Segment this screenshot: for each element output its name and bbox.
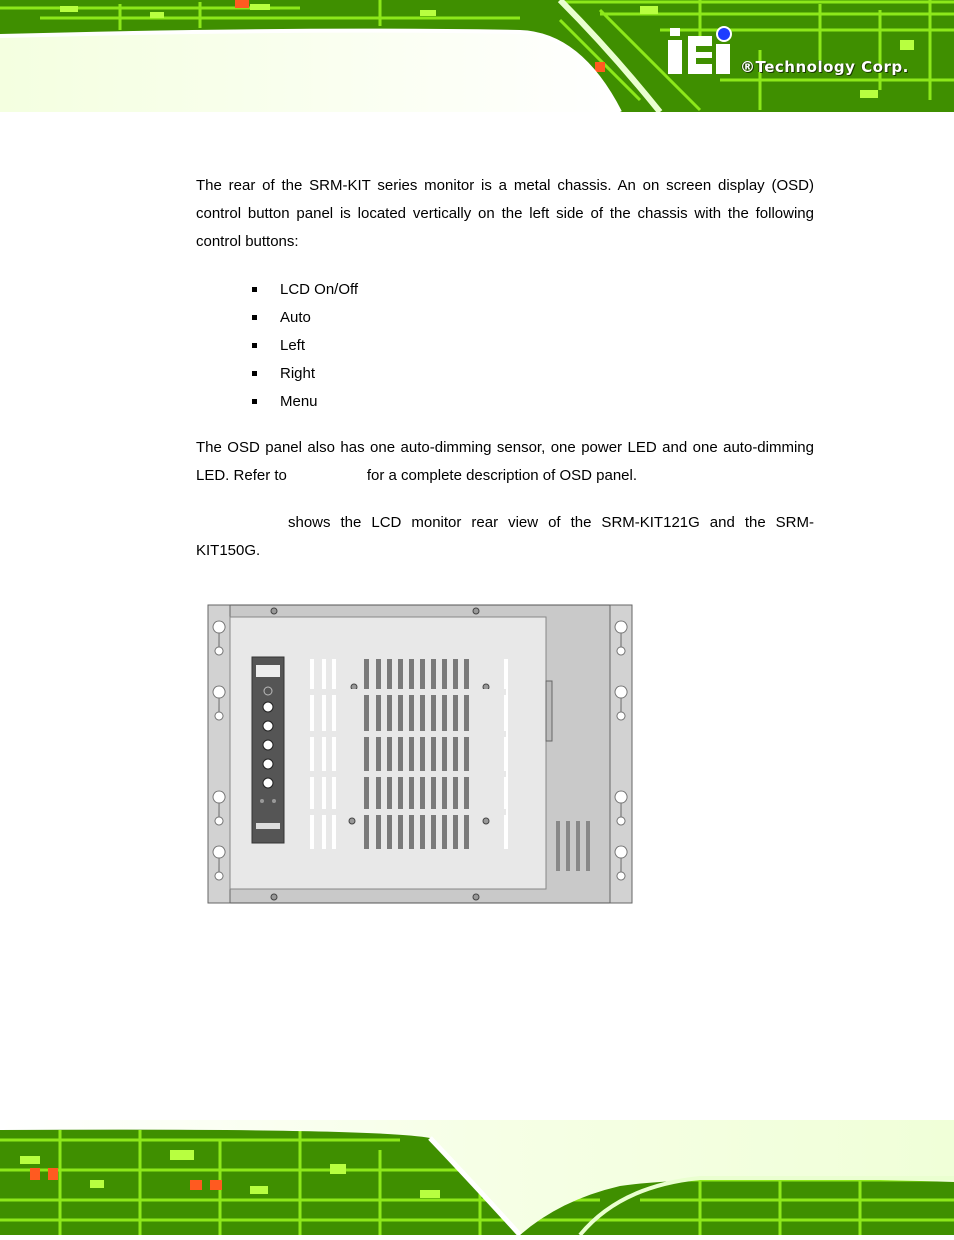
bullet-icon — [252, 399, 257, 404]
osd-paragraph-part1: The OSD panel also has one auto-dimming sensor, one power LED and one auto-dimming LED. Refer to — [196, 439, 814, 484]
rear-view-text: shows the LCD monitor rear view of the SRM-KIT121G and the SRM-KIT150G. — [196, 514, 814, 559]
chassis-drawing — [206, 603, 634, 907]
bullet-icon — [252, 315, 257, 320]
bullet-icon — [252, 343, 257, 348]
list-item: Auto — [252, 304, 652, 332]
osd-control-panel — [252, 657, 284, 843]
bullet-icon — [252, 287, 257, 292]
list-item: Menu — [252, 388, 652, 416]
logo-tagline: ®Technology Corp. — [740, 58, 909, 76]
intro-paragraph: The rear of the SRM-KIT series monitor is a metal chassis. An on screen display (OSD) control button panel is located vertically on the left side of the chassis with the following control buttons: — [196, 177, 814, 250]
osd-button-list — [252, 276, 652, 416]
osd-panel-paragraph — [196, 434, 814, 490]
rear-view-paragraph — [196, 509, 814, 565]
list-item: LCD On/Off — [252, 276, 652, 304]
list-item: Left — [252, 332, 652, 360]
page-footer — [0, 1120, 954, 1235]
bullet-icon — [252, 371, 257, 376]
page-header — [0, 0, 954, 112]
list-item: Right — [252, 360, 652, 388]
monitor-rear-view-figure — [206, 603, 634, 907]
footer-circuit-banner — [0, 1120, 954, 1235]
osd-paragraph-part2: for a complete description of OSD panel. — [366, 467, 638, 484]
header-circuit-banner — [0, 0, 954, 112]
